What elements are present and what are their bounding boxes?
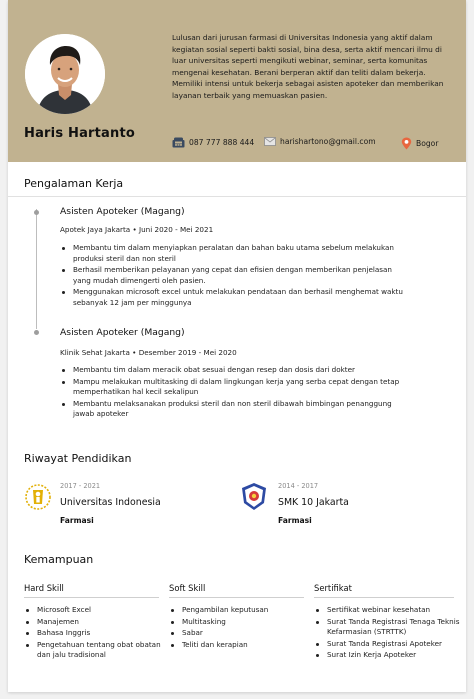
- job-title: Asisten Apoteker (Magang): [60, 206, 185, 217]
- list-item: Membantu tim dalam menyiapkan peralatan dan bahan baku utama sebelum melakukan produksi steril dan non steril: [60, 243, 410, 264]
- timeline-dot: [34, 210, 39, 215]
- email-text: harishartono@gmail.com: [280, 137, 376, 146]
- list-item: Surat Tanda Registrasi Apoteker: [314, 639, 462, 650]
- education-years: 2014 - 2017: [278, 482, 319, 490]
- list-item: Mampu melakukan multitasking di dalam lingkungan kerja yang serba cepat dengan tetap memperhatikan hal kecil sekalipun: [60, 377, 415, 398]
- list-item: Manajemen: [24, 617, 164, 628]
- list-item: Pengambilan keputusan: [169, 605, 309, 616]
- candidate-name: Haris Hartanto: [24, 126, 136, 141]
- list-item: Surat Izin Kerja Apoteker: [314, 650, 462, 661]
- list-item: Menggunakan microsoft excel untuk melakukan pendataan dan berhasil menghemat waktu sebanyak 12 jam per minggunya: [60, 287, 410, 308]
- education-major: Farmasi: [60, 516, 94, 525]
- resume-page: [8, 0, 466, 692]
- education-school: SMK 10 Jakarta: [278, 497, 349, 508]
- university-logo: [24, 482, 52, 512]
- phone-text: 087 777 888 444: [189, 138, 255, 147]
- list-item: Microsoft Excel: [24, 605, 164, 616]
- profile-summary: Lulusan dari jurusan farmasi di Universitas Indonesia yang aktif dalam kegiatan sosial seperti bakti sosial, bina desa, serta aktif mencari ilmu di luar universitas seperti mengikuti webinar, seminar, serta komunitas mengenai kesehatan. Berani berperan aktif dan teliti dalam bekerja. Memiliki intensi untuk bekerja sebagai asisten apoteker dan memberikan layanan terbaik yang memuaskan pasien.: [172, 33, 444, 100]
- list-item: Membantu melaksanakan produksi steril dan non steril dibawah bimbingan penanggung jawab apoteker: [60, 399, 415, 420]
- list-item: Surat Tanda Registrasi Tenaga Teknis Kefarmasian (STRTTK): [314, 617, 462, 638]
- location-text: Bogor: [416, 139, 439, 148]
- column-divider: [169, 597, 304, 598]
- certificate-heading: Sertifikat: [314, 583, 352, 593]
- section-divider: [8, 196, 466, 197]
- column-divider: [24, 597, 159, 598]
- education-school: Universitas Indonesia: [60, 497, 161, 508]
- list-item: Teliti dan kerapian: [169, 640, 309, 651]
- list-item: Multitasking: [169, 617, 309, 628]
- education-heading: Riwayat Pendidikan: [24, 452, 132, 465]
- timeline-dot: [34, 330, 39, 335]
- list-item: Pengetahuan tentang obat obatan dan jalu tradisional: [24, 640, 164, 661]
- job-meta: Klinik Sehat Jakarta • Desember 2019 - Mei 2020: [60, 348, 237, 357]
- header-band: [8, 0, 466, 162]
- timeline-line: [36, 209, 37, 329]
- school-logo: [240, 482, 268, 512]
- education-years: 2017 - 2021: [60, 482, 101, 490]
- contact-phone: [172, 137, 254, 148]
- soft-skill-heading: Soft Skill: [169, 583, 206, 593]
- skills-heading: Kemampuan: [24, 553, 94, 566]
- hard-skill-heading: Hard Skill: [24, 583, 64, 593]
- job-bullets: [60, 365, 415, 421]
- phone-icon: [172, 137, 185, 148]
- experience-heading: Pengalaman Kerja: [24, 177, 124, 190]
- certificate-list: [314, 605, 462, 662]
- list-item: Bahasa Inggris: [24, 628, 164, 639]
- contact-location: [401, 137, 438, 150]
- map-pin-icon: [401, 137, 412, 150]
- envelope-icon: [264, 137, 276, 146]
- job-meta: Apotek Jaya Jakarta • Juni 2020 - Mei 2021: [60, 225, 214, 234]
- profile-photo: [25, 34, 105, 114]
- column-divider: [314, 597, 454, 598]
- list-item: Membantu tim dalam meracik obat sesuai dengan resep dan dosis dari dokter: [60, 365, 415, 376]
- job-bullets: [60, 243, 410, 310]
- job-title: Asisten Apoteker (Magang): [60, 327, 185, 338]
- list-item: Sertifikat webinar kesehatan: [314, 605, 462, 616]
- soft-skill-list: [169, 605, 309, 651]
- list-item: Berhasil memberikan pelayanan yang cepat dan efisien dengan memberikan penjelasan yang mudah dimengerti oleh pasien.: [60, 265, 410, 286]
- contact-email: [264, 137, 376, 146]
- hard-skill-list: [24, 605, 164, 662]
- education-major: Farmasi: [278, 516, 312, 525]
- list-item: Sabar: [169, 628, 309, 639]
